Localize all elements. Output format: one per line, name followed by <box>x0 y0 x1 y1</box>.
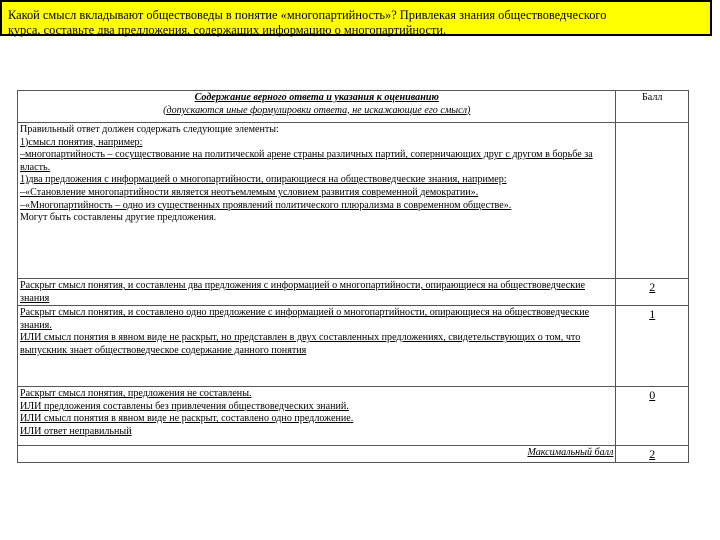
criterion-row <box>18 306 689 387</box>
task-question-box <box>0 0 712 36</box>
criterion-line: ИЛИ предложения составлены без привлечения обществоведческих знаний. <box>20 400 349 412</box>
max-score-label: Максимальный балл <box>18 446 616 463</box>
criterion-line: Раскрыт смысл понятия, и составлено одно предложение с информацией о многопартийности, опирающиеся на обществоведческие знания. <box>20 307 590 331</box>
score-column-header: Балл <box>616 91 689 123</box>
answer-line: –«Становление многопартийности является неотъемлемым условием развития современной демократии». <box>20 186 479 198</box>
criterion-score: 1 <box>616 306 689 387</box>
task-question-line-1: Какой смысл вкладывают обществоведы в понятие «многопартийность»? Привлекая знания обществоведческого <box>8 8 607 22</box>
criterion-row <box>18 279 689 306</box>
max-score-row <box>18 446 689 463</box>
criterion-score: 0 <box>616 387 689 446</box>
criterion-line: ИЛИ смысл понятия в явном виде не раскрыт, составлено одно предложение. <box>20 413 354 425</box>
max-score-value: 2 <box>616 446 689 463</box>
content-header-title: Содержание верного ответа и указания к оцениванию <box>194 92 439 103</box>
answer-content-row <box>18 123 689 279</box>
answer-score-cell <box>616 123 689 279</box>
criterion-row <box>18 387 689 446</box>
answer-line: Могут быть составлены другие предложения. <box>20 212 217 224</box>
criterion-line: Раскрыт смысл понятия, и составлены два предложения с информацией о многопартийности, опирающиеся на обществоведческие знания <box>20 280 585 304</box>
answer-content-cell <box>18 123 616 279</box>
table-header-row <box>18 91 689 123</box>
criterion-line: ИЛИ смысл понятия в явном виде не раскрыт, но представлен в двух составленных предложениях, свидетельствующих о том, что выпускник знает обществоведческое содержание данного понятия <box>20 332 581 356</box>
criterion-line: Раскрыт смысл понятия, предложения не составлены. <box>20 388 252 400</box>
criterion-score: 2 <box>616 279 689 306</box>
answer-line: –«Многопартийность – одно из существенных проявлений политического плюрализма в современном обществе». <box>20 199 512 211</box>
answer-line: –многопартийность – сосуществование на политической арене страны различных партий, соперничающих друг с другом в борьбе за власть. <box>20 149 593 173</box>
criterion-line: ИЛИ ответ неправильный <box>20 425 132 437</box>
task-question-line-2: курса, составьте два предложения, содержащих информацию о многопартийности. <box>8 23 447 37</box>
grading-criteria-table <box>17 90 689 463</box>
criterion-text-cell <box>18 279 616 306</box>
answer-line: 1)два предложения с информацией о многопартийности, опирающиеся на обществоведческие знания, например: <box>20 174 507 186</box>
content-column-header <box>18 91 616 123</box>
answer-line: Правильный ответ должен содержать следующие элементы: <box>20 124 279 135</box>
criterion-text-cell <box>18 387 616 446</box>
criterion-text-cell <box>18 306 616 387</box>
answer-line: 1)смысл понятия, например: <box>20 136 143 148</box>
content-header-note: (допускаются иные формулировки ответа, не искажающие его смысл) <box>163 104 471 116</box>
